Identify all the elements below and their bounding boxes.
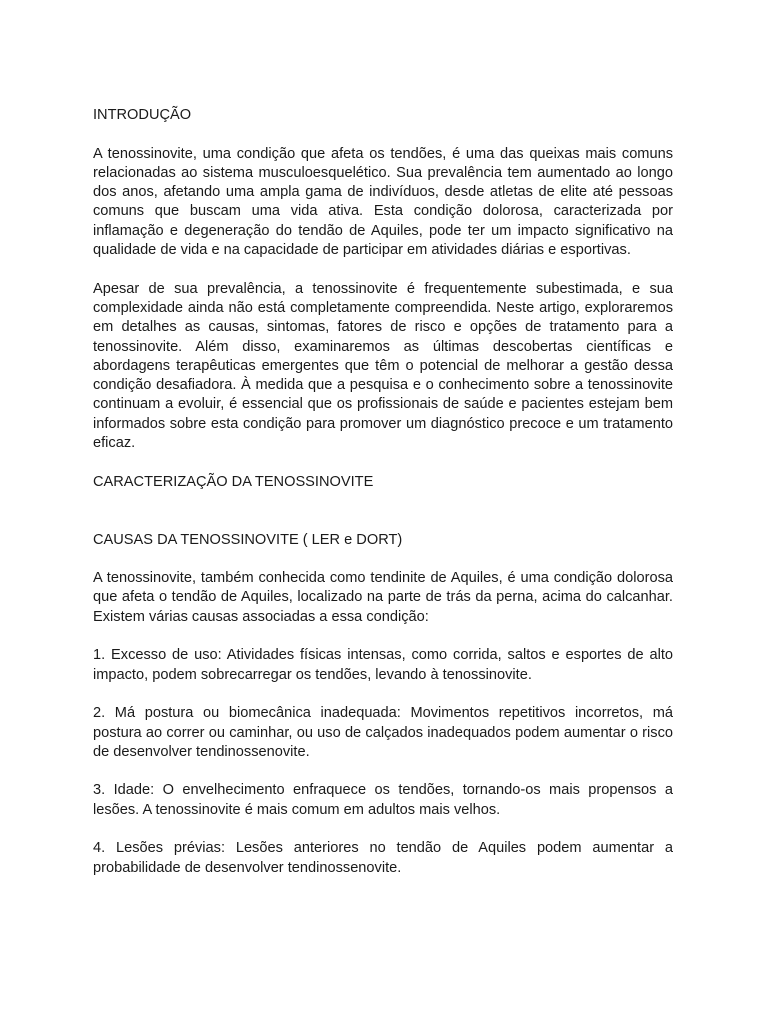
spacer	[93, 685, 673, 704]
spacer	[93, 492, 673, 531]
causes-item-3: 3. Idade: O envelhecimento enfraquece os tendões, tornando-os mais propensos a lesões. A tenossinovite é mais comum em adultos mais velhos.	[93, 782, 673, 818]
causes-paragraph-intro: A tenossinovite, também conhecida como tendinite de Aquiles, é uma condição dolorosa que afeta o tendão de Aquiles, localizado na parte de trás da perna, acima do calcanhar. Existem várias causas associadas a essa condição:	[93, 570, 673, 625]
causes-item-1: 1. Excesso de uso: Atividades físicas intensas, como corrida, saltos e esportes de alto impacto, podem sobrecarregar os tendões, levando à tenossinovite.	[93, 647, 673, 683]
intro-paragraph-2: Apesar de sua prevalência, a tenossinovite é frequentemente subestimada, e sua complexidade ainda não está completamente compreendida. Neste artigo, exploraremos em detalhes as causas, sintomas, fatores de risco e opções de tratamento para a tenossinovite. Além disso, examinaremos as últimas descobertas científicas e abordagens terapêuticas emergentes que têm o potencial de melhorar a gestão dessa condição desafiadora. À medida que a pesquisa e o conhecimento sobre a tenossinovite continuam a evoluir, é essencial que os profissionais de saúde e pacientes estejam bem informados sobre esta condição para promover um diagnóstico precoce e um tratamento eficaz.	[93, 280, 673, 452]
spacer	[93, 260, 673, 279]
causes-item-4: 4. Lesões prévias: Lesões anteriores no tendão de Aquiles podem aumentar a probabilidade de desenvolver tendinossenovite.	[93, 840, 673, 876]
spacer	[93, 453, 673, 472]
spacer	[93, 125, 673, 144]
causes-item-2: 2. Má postura ou biomecânica inadequada: Movimentos repetitivos incorretos, má postura ao correr ou caminhar, ou uso de calçados inadequados podem aumentar o risco de desenvolver tendinossenovite.	[93, 705, 673, 760]
heading-introduction: INTRODUÇÃO	[93, 107, 192, 123]
heading-characterization: CARACTERIZAÇÃO DA TENOSSINOVITE	[93, 473, 374, 490]
intro-paragraph-1: A tenossinovite, uma condição que afeta os tendões, é uma das queixas mais comuns relacionadas ao sistema musculoesquelético. Sua prevalência tem aumentado ao longo dos anos, afetando uma ampla gama de indivíduos, desde atletas de elite até pessoas comuns que buscam uma vida ativa. Esta condição dolorosa, caracterizada por inflamação e degeneração do tendão de Aquiles, pode ter um impacto significativo na qualidade de vida e na capacidade de participar em atividades diárias e esportivas.	[93, 145, 673, 259]
heading-causes: CAUSAS DA TENOSSINOVITE ( LER e DORT)	[93, 531, 403, 548]
spacer	[93, 820, 673, 839]
spacer	[93, 627, 673, 646]
document-page	[93, 106, 673, 878]
spacer	[93, 762, 673, 781]
spacer	[93, 550, 673, 569]
